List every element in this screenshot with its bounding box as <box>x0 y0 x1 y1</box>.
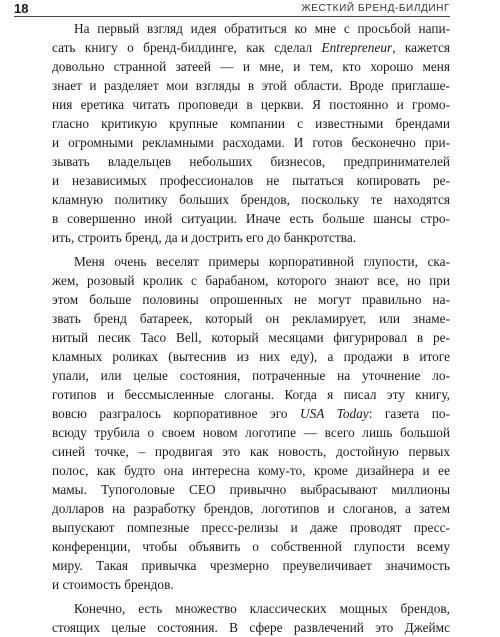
header-rule <box>14 16 450 17</box>
text-line: всюду трубила о своем новом логотипе — всего лишь большой <box>52 425 450 440</box>
text-line: и огромными рекламными расходами. И готов бесконечно при- <box>52 135 450 150</box>
text-line: упали, или целые состояния, потраченные на уточнение ло- <box>52 368 450 383</box>
text-line: На первый взгляд идея обратиться ко мне с просьбой напи- <box>74 21 450 36</box>
text-line: довольно странной затеей — и мне, и тем, кто хорошо меня <box>52 59 450 74</box>
text-line: звать бренд батареек, который он рекламирует, или знаме- <box>52 311 450 326</box>
text-line: знает и разделяет мои взгляды в этой области. Вроде приглаше- <box>52 78 450 93</box>
paragraph-3 <box>52 599 450 637</box>
text-line: Меня очень веселят примеры корпоративной глупости, ска- <box>74 254 450 269</box>
text-line: мамы. Тупоголовые CEO привычно выбрасывают миллионы <box>52 482 450 497</box>
text-line: ния еретика читать проповеди в церкви. Я постоянно и громо- <box>52 97 450 112</box>
text-line: гласно критикую крупные компании с известными брендами <box>52 116 450 131</box>
text-line: конференции, чтобы объявить о собственной глупости всему <box>52 539 450 554</box>
text-line: миру. Такая привычка чрезмерно преувеличивает значимость <box>52 558 450 573</box>
body-text <box>52 19 450 637</box>
page-number: 18 <box>14 1 29 16</box>
text-line: сать книгу о бренд-билдинге, как сделал Entrepreneur, кажется <box>52 40 450 55</box>
text-line: кламную политику больших брендов, поскольку те находятся <box>52 192 450 207</box>
paragraph-2 <box>52 252 450 594</box>
text-line: кламных роликах (вытеснив из них еду), а продажи в итоге <box>52 349 450 364</box>
publication-name: Entrepreneur <box>321 40 393 55</box>
text-line: полос, как будто она интересна кому-то, кроме дизайнера и ее <box>52 463 450 478</box>
text-line: готипов и бессмысленные слоганы. Когда я писал эту книгу, <box>52 387 450 402</box>
page-header <box>14 0 450 20</box>
text-line: ить, строить бренд, да и дострить его до банкротства. <box>52 230 357 245</box>
text-line: стоящих целые состояния. В сфере развлечений это Джеймс <box>52 620 450 635</box>
text-line: в совершенно иной ситуации. Иначе есть больше шансы стро- <box>52 211 450 226</box>
text-line: вовсю разгралось корпоративное эго USA Today: газета по- <box>52 406 450 421</box>
text-line: этом больше половины опрошенных не могут правильно на- <box>52 292 450 307</box>
text-line: выпускают помпезные пресс-релизы и даже проводят пресс- <box>52 520 450 535</box>
text-line: синей точке, – продвигая это как новость, достойную первых <box>52 444 450 459</box>
text-line: зывать владельцев небольших бизнесов, предпринимателей <box>52 154 450 169</box>
text-line: нитый песик Taco Bell, который месяцами фигурировал в ре- <box>52 330 450 345</box>
publication-name: USA Today <box>300 406 369 421</box>
text-line: и стоимость брендов. <box>52 577 174 592</box>
text-line: долларов на разработку брендов, логотипов и слоганов, а затем <box>52 501 450 516</box>
text-line: Конечно, есть множество классических мощных брендов, <box>74 601 450 616</box>
text-line: и независимых профессионалов не пытаться копировать ре- <box>52 173 450 188</box>
paragraph-1 <box>52 19 450 247</box>
text-line: жем, розовый кролик с барабаном, которого знают все, но при <box>52 273 450 288</box>
running-head: ЖЕСТКИЙ БРЕНД-БИЛДИНГ <box>301 3 450 14</box>
